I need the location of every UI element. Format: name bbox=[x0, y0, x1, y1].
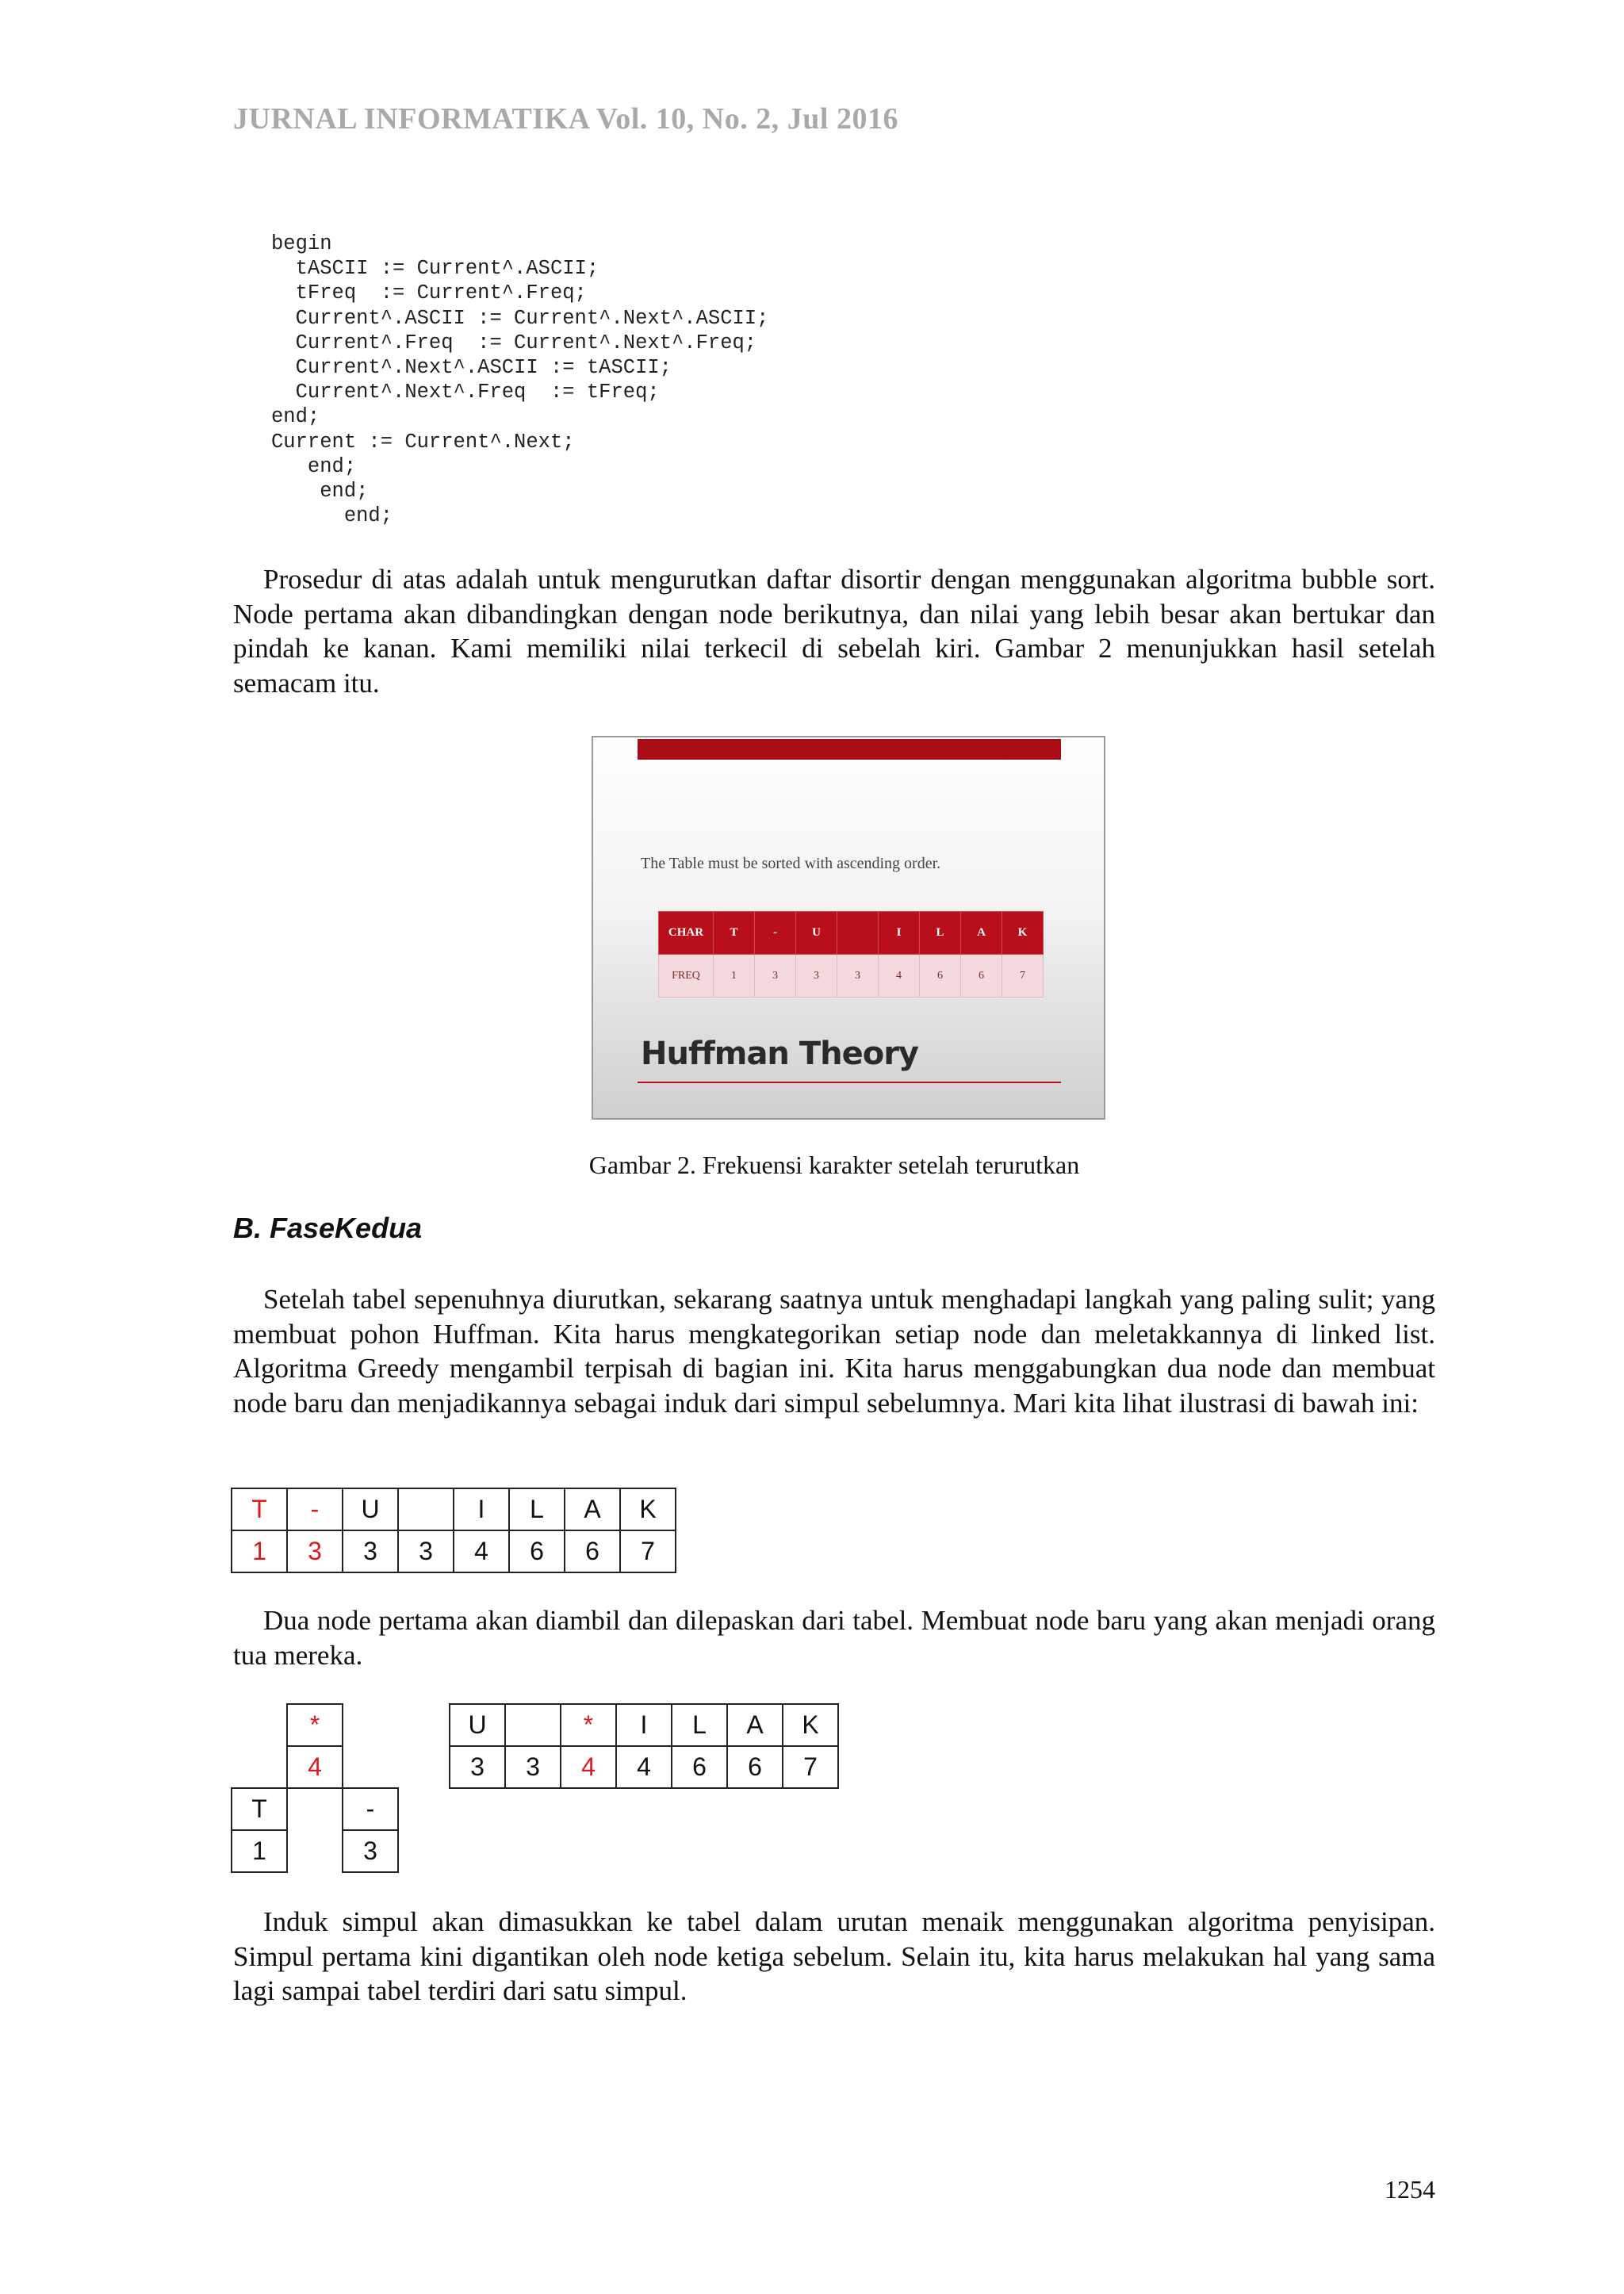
table-char-cell: U bbox=[450, 1704, 505, 1746]
slide-freq-cell: 3 bbox=[837, 955, 879, 998]
paragraph-insertion: Induk simpul akan dimasukkan ke tabel dalam urutan menaik menggunakan algoritma penyisipan. Simpul pertama kini digantikan oleh node ketiga sebelum. Selain itu, kita harus melakukan hal yang sama lagi sampai tabel terdiri dari satu simpul. bbox=[233, 1906, 1435, 2006]
table-char-cell: K bbox=[620, 1488, 676, 1530]
table-freq-cell: 4 bbox=[454, 1530, 509, 1572]
slide-frequency-table bbox=[658, 911, 1044, 998]
slide-freq-cell: 6 bbox=[920, 955, 961, 998]
slide-table-row-label: FREQ bbox=[659, 955, 714, 998]
slide-char-cell: A bbox=[961, 912, 1002, 955]
paragraph-phase-two: Setelah tabel sepenuhnya diurutkan, sekarang saatnya untuk menghadapi langkah yang paling sulit; yang membuat pohon Huffman. Kita harus mengkategorikan setiap node dan meletakkannya di linked list. Algoritma Greedy mengambil terpisah di bagian ini. Kita harus menggabungkan dua node dan membuat node baru dan menjadikannya sebagai induk dari simpul sebelumnya. Mari kita lihat ilustrasi di bawah ini: bbox=[233, 1284, 1435, 1419]
table-char-cell: U bbox=[343, 1488, 398, 1530]
table-freq-cell: 7 bbox=[783, 1746, 838, 1788]
section-heading: B. FaseKedua bbox=[233, 1212, 423, 1244]
table-char-cell: T bbox=[232, 1488, 287, 1530]
table-freq-cell: 6 bbox=[672, 1746, 727, 1788]
table-char-cell: A bbox=[565, 1488, 620, 1530]
right-child-freq: 3 bbox=[343, 1830, 398, 1872]
table-char-cell: K bbox=[783, 1704, 838, 1746]
table-freq-cell: 6 bbox=[727, 1746, 783, 1788]
left-child-char: T bbox=[232, 1788, 287, 1830]
slide-char-cell bbox=[837, 912, 879, 955]
table-char-cell: I bbox=[454, 1488, 509, 1530]
slide-freq-cell: 4 bbox=[879, 955, 920, 998]
slide-char-cell: L bbox=[920, 912, 961, 955]
table-char-cell: A bbox=[727, 1704, 783, 1746]
table-freq-cell: 4 bbox=[561, 1746, 616, 1788]
parent-node-char: * bbox=[287, 1704, 343, 1746]
table-char-cell: L bbox=[672, 1704, 727, 1746]
slide-freq-cell: 3 bbox=[755, 955, 796, 998]
table-freq-cell: 1 bbox=[232, 1530, 287, 1572]
figure-caption: Gambar 2. Frekuensi karakter setelah terurutkan bbox=[588, 1151, 1080, 1179]
updated-frequency-table bbox=[449, 1703, 839, 1789]
slide-char-cell: - bbox=[755, 912, 796, 955]
slide-char-cell: T bbox=[714, 912, 755, 955]
table-char-cell: * bbox=[561, 1704, 616, 1746]
table-char-cell: L bbox=[509, 1488, 565, 1530]
page-number: 1254 bbox=[1385, 2175, 1435, 2204]
table-freq-cell: 3 bbox=[450, 1746, 505, 1788]
paragraph-bubble-sort: Prosedur di atas adalah untuk mengurutkan daftar disortir dengan menggunakan algoritma bubble sort. Node pertama akan dibandingkan dengan node berikutnya, dan nilai yang lebih besar akan bertukar dan pindah ke kanan. Kami memiliki nilai terkecil di sebelah kiri. Gambar 2 menunjukkan hasil setelah semacam itu. bbox=[233, 564, 1435, 699]
journal-header: JURNAL INFORMATIKA Vol. 10, No. 2, Jul 2016 bbox=[233, 102, 898, 136]
table-freq-cell: 3 bbox=[343, 1530, 398, 1572]
paragraph-remove-nodes: Dua node pertama akan diambil dan dilepaskan dari tabel. Membuat node baru yang akan menjadi orang tua mereka. bbox=[233, 1605, 1435, 1671]
slide-char-cell: K bbox=[1002, 912, 1044, 955]
slide-freq-cell: 7 bbox=[1002, 955, 1044, 998]
table-char-cell bbox=[505, 1704, 561, 1746]
table-char-cell bbox=[398, 1488, 454, 1530]
slide-freq-cell: 6 bbox=[961, 955, 1002, 998]
slide-text: The Table must be sorted with ascending order. bbox=[641, 855, 941, 872]
slide-title: Huffman Theory bbox=[641, 1036, 919, 1072]
table-char-cell: - bbox=[287, 1488, 343, 1530]
table-freq-cell: 6 bbox=[565, 1530, 620, 1572]
parent-node-freq: 4 bbox=[287, 1746, 343, 1788]
slide-char-cell: I bbox=[879, 912, 920, 955]
table-freq-cell: 4 bbox=[616, 1746, 672, 1788]
slide-table-header-label: CHAR bbox=[659, 912, 714, 955]
figure-huffman-slide bbox=[592, 736, 1105, 1120]
slide-freq-cell: 1 bbox=[714, 955, 755, 998]
table-freq-cell: 3 bbox=[287, 1530, 343, 1572]
left-child-freq: 1 bbox=[232, 1830, 287, 1872]
table-freq-cell: 3 bbox=[398, 1530, 454, 1572]
right-child-char: - bbox=[343, 1788, 398, 1830]
table-freq-cell: 7 bbox=[620, 1530, 676, 1572]
slide-top-bar bbox=[638, 739, 1061, 760]
table-freq-cell: 3 bbox=[505, 1746, 561, 1788]
slide-title-rule bbox=[638, 1082, 1061, 1083]
table-char-cell: I bbox=[616, 1704, 672, 1746]
initial-frequency-table bbox=[231, 1488, 676, 1573]
slide-freq-cell: 3 bbox=[796, 955, 837, 998]
slide-char-cell: U bbox=[796, 912, 837, 955]
code-block: begin tASCII := Current^.ASCII; tFreq := Current^.Freq; Current^.ASCII := Current^.Next^.ASCII; Current^.Freq := Current^.Next^.Freq; Current^.Next^.ASCII := tASCII; Current^.Next^.Freq := tFreq; end; Current := Current^.Next; end; end; end; bbox=[271, 232, 769, 528]
huffman-subtree bbox=[231, 1703, 399, 1873]
table-freq-cell: 6 bbox=[509, 1530, 565, 1572]
